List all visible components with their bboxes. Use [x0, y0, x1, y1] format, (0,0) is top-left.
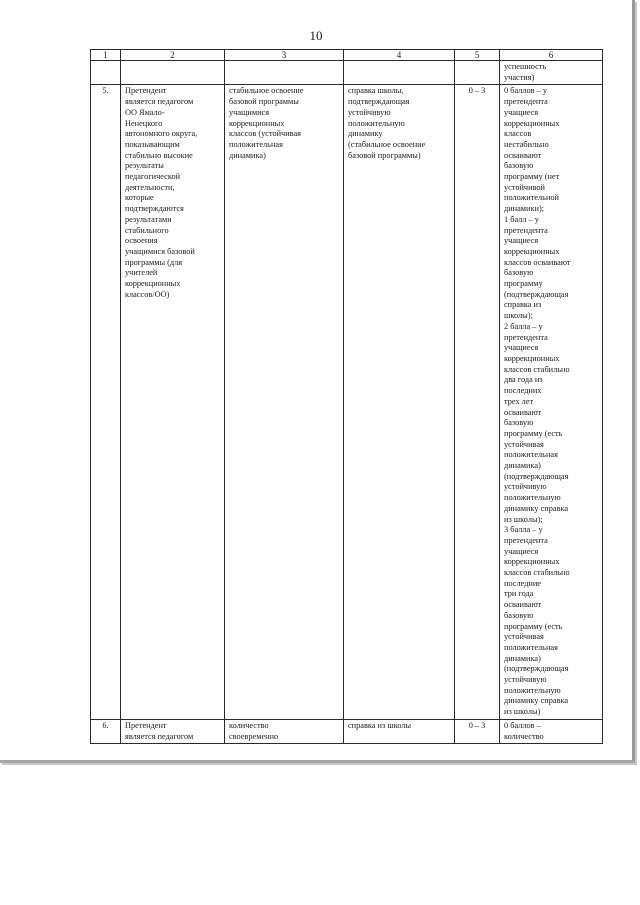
continued-scale-text: успешность участия)	[500, 61, 603, 85]
header-cell: 6	[500, 50, 603, 61]
score-range: 0 – 3	[455, 85, 500, 719]
table-row-6	[91, 719, 603, 743]
header-cell: 2	[121, 50, 225, 61]
criteria-table	[90, 49, 603, 744]
header-cell: 4	[344, 50, 455, 61]
document-text: справка школы, подтверждающая устойчивую положительную динамику (стабильное освоение базовой программы)	[344, 85, 455, 719]
scale-text: 0 баллов – у претендента учащиеся коррекционных классов нестабильно осваивают базовую программу (нет устойчивой положительной динамики); 1 балл – у претендента учащиеся коррекционных классов осваивают базовую программу (подтверждающая справка из школы); 2 балла – у претендента учащиеся коррекционных классов стабильно два года из последних трех лет осваивают базовую программу (есть устойчивая положительная динамика) (подтверждающая устойчивую положительную динамику справка из школы); 3 балла – у претендента учащиеся коррекционных классов стабильно последние три года осваивают базовую программу (есть устойчивая положительная динамика) (подтверждающая устойчивую положительную динамику справка из школы)	[500, 85, 603, 719]
row-number: 5.	[91, 85, 121, 719]
header-cell: 5	[455, 50, 500, 61]
continued-row	[91, 61, 603, 85]
header-cell: 3	[225, 50, 344, 61]
document-text: справка из школы	[344, 719, 455, 743]
table-header-row	[91, 50, 603, 61]
header-cell: 1	[91, 50, 121, 61]
row-number: 6.	[91, 719, 121, 743]
criterion-text: Претендент является педагогом	[121, 719, 225, 743]
score-range: 0 – 3	[455, 719, 500, 743]
criterion-text: Претендент является педагогом ОО Ямало- Ненецкого автономного округа, показывающим стабильно высокие результаты педагогической деятельности, которые подтверждаются результатами стабильного освоения учащимися базовой программы (для учителей коррекционных классов/ОО)	[121, 85, 225, 719]
table-row-5	[91, 85, 603, 719]
page-number: 10	[309, 28, 323, 43]
indicator-text: стабильное освоение базовой программы учащимися коррекционных классов (устойчивая положительная динамика)	[225, 85, 344, 719]
indicator-text: количество своевременно	[225, 719, 344, 743]
scale-text: 0 баллов – количество	[500, 719, 603, 743]
